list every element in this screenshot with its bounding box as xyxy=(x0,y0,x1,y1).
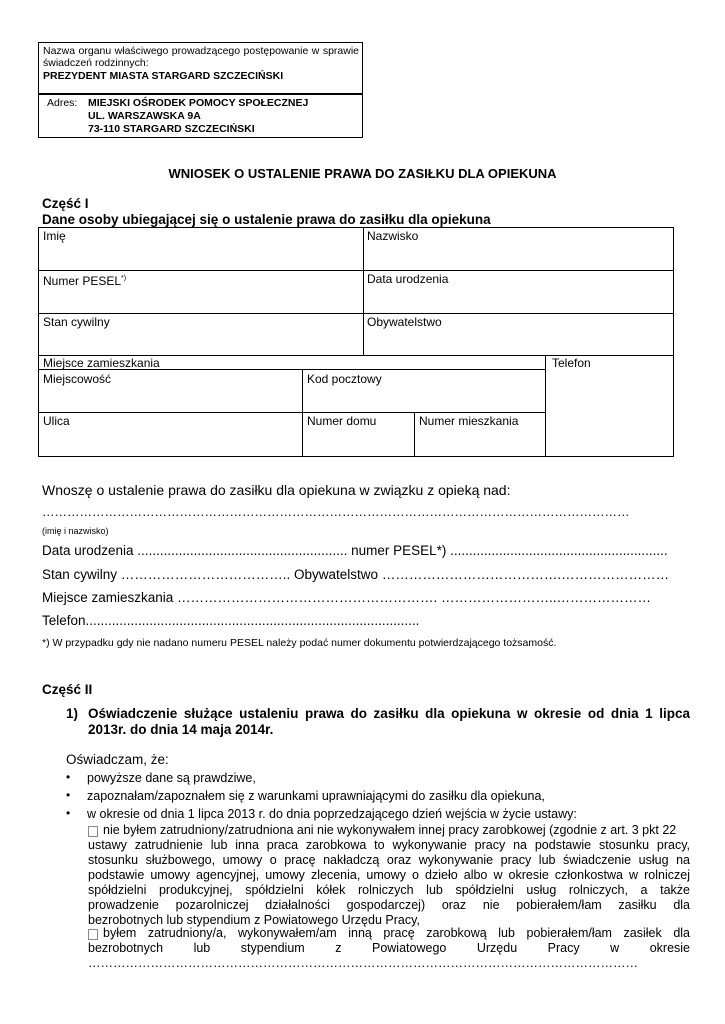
phone-line: Telefon......................................................................................... xyxy=(42,613,420,628)
field-nazwisko: Nazwisko xyxy=(367,229,419,243)
part2-heading: Część II xyxy=(42,682,93,697)
option1-line-4: podstawie umowy agencyjnej, umowy zlecenia, umowy o dzieło albo w okresie członkostwa w rolniczej xyxy=(88,868,690,882)
item1-title-line1: Oświadczenie służące ustaleniu prawa do zasiłku dla opiekuna w okresie od dnia 1 lipca xyxy=(88,706,690,721)
authority-name: PREZYDENT MIASTA STARGARD SZCZECIŃSKI xyxy=(43,70,284,82)
authority-label: Nazwa organu właściwego prowadzącego postępowanie w sprawie świadczeń rodzinnych: xyxy=(43,45,359,69)
option2-line-1: byłem zatrudniony/a, wykonywałem/am inną pracę zarobkową lub pobierałem/łam zasiłek dla xyxy=(103,926,690,940)
bullet-3-text: w okresie od dnia 1 lipca 2013 r. do dnia poprzedzającego dzień wejścia w życie ustawy: xyxy=(87,807,577,821)
bullet-1-marker: • xyxy=(66,770,71,784)
field-telefon: Telefon xyxy=(552,356,591,370)
bullet-1-text: powyższe dane są prawdziwe, xyxy=(87,771,256,785)
option1-checkbox[interactable] xyxy=(88,826,98,837)
pesel-footnote: *) W przypadku gdy nie nadano numeru PESEL należy podać numer dokumentu potwierdzającego tożsamość. xyxy=(42,637,557,649)
bullet-3-marker: • xyxy=(66,806,71,820)
field-obywatelstwo: Obywatelstwo xyxy=(367,315,442,329)
pesel-footnote-mark: *) xyxy=(121,275,127,282)
address-label: Adres: xyxy=(47,97,78,109)
name-hint: (imię i nazwisko) xyxy=(42,526,109,536)
option2-line-2: bezrobotnych lub stypendium z Powiatowego Urzędu Pracy w okresie xyxy=(88,941,690,955)
bullet-2-marker: • xyxy=(66,788,71,802)
field-kod-pocztowy: Kod pocztowy xyxy=(307,372,382,386)
field-pesel: Numer PESEL*) xyxy=(43,274,127,288)
item1-number: 1) xyxy=(66,706,79,721)
residence-line: Miejsce zamieszkania …………………………………………………. ……………………..………………… xyxy=(42,590,652,605)
field-miejscowosc: Miejscowość xyxy=(43,372,112,386)
bullet-2-text: zapoznałam/zapoznałem się z warunkami uprawniającymi do zasiłku dla opiekuna, xyxy=(87,789,545,803)
address-line-3: 73-110 STARGARD SZCZECIŃSKI xyxy=(88,123,255,135)
option1-line-5: spółdzielni produkcyjnej, spółdzielni kółek rolniczych lub spółdzielni usług rolniczych, a także xyxy=(88,883,690,897)
form-title: WNIOSEK O USTALENIE PRAWA DO ZASIŁKU DLA OPIEKUNA xyxy=(168,166,557,181)
option1-line-1: nie byłem zatrudniony/zatrudniona ani nie wykonywałem innej pracy zarobkowej (zgodnie z art. 3 pkt 22 xyxy=(103,823,677,837)
part1-subheading: Dane osoby ubiegającej się o ustalenie prawa do zasiłku dla opiekuna xyxy=(42,212,491,227)
declare-intro: Oświadczam, że: xyxy=(66,752,169,767)
option2-period-line: …………………………………………………………………………………………………………………… xyxy=(88,956,638,970)
birth-pesel-line: Data urodzenia ........................................................ numer PESEL*) .......................................................... xyxy=(42,543,668,558)
field-ulica: Ulica xyxy=(43,414,70,428)
field-miejsce-zamieszkania: Miejsce zamieszkania xyxy=(43,356,160,370)
address-line-1: MIEJSKI OŚRODEK POMOCY SPOŁECZNEJ xyxy=(88,97,309,109)
field-numer-mieszkania: Numer mieszkania xyxy=(419,414,519,428)
cared-person-name-line: …………………………………………………………………………………………………………………………… xyxy=(42,505,630,519)
field-data-urodzenia: Data urodzenia xyxy=(367,272,449,286)
option1-line-7: bezrobotnych lub stypendium z Powiatowego Urzędu Pracy, xyxy=(88,913,420,927)
option1-line-2: ustawy zatrudnienie lub inna praca zarobkowa to wykonywanie pracy na podstawie stosunku pracy, xyxy=(88,838,690,852)
option1-line-3: stosunku służbowego, umowy o pracę nakładczą oraz wykonywanie pracy lub świadczenie usług na xyxy=(88,853,690,867)
field-numer-domu: Numer domu xyxy=(307,414,377,428)
civil-citizenship-line: Stan cywilny ……………………………….. Obywatelstwo ………………………………….…………………… xyxy=(42,567,670,582)
address-line-2: UL. WARSZAWSKA 9A xyxy=(88,110,201,122)
field-stan-cywilny: Stan cywilny xyxy=(43,315,110,329)
option1-line-6: prowadzenie pozarolniczej działalności gospodarczej) oraz nie pobierałem/łam zasiłku dla xyxy=(88,898,690,912)
item1-title-line2: 2013r. do dnia 14 maja 2014r. xyxy=(88,722,274,737)
field-imie: Imię xyxy=(43,229,66,243)
part1-heading: Część I xyxy=(42,196,89,211)
option2-checkbox[interactable] xyxy=(88,929,98,940)
request-intro: Wnoszę o ustalenie prawa do zasiłku dla opiekuna w związku z opieką nad: xyxy=(42,482,511,498)
